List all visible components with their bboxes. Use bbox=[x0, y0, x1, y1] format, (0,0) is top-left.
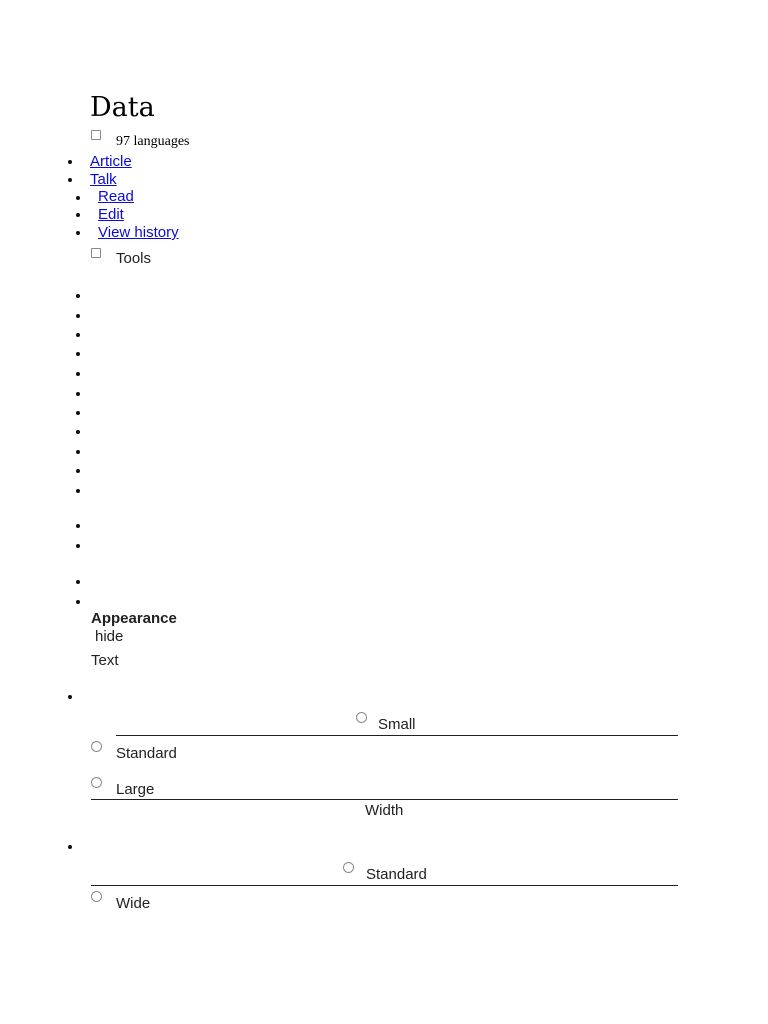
list-item-bullet-icon bbox=[76, 411, 80, 415]
tools-label[interactable]: Tools bbox=[116, 250, 152, 267]
list-item-bullet-icon bbox=[76, 544, 80, 548]
languages-checkbox[interactable] bbox=[91, 130, 101, 140]
bullet-icon bbox=[76, 213, 80, 217]
bullet-icon bbox=[76, 231, 80, 235]
tab-view-history[interactable]: View history bbox=[98, 224, 179, 241]
tab-edit[interactable]: Edit bbox=[98, 206, 124, 223]
width-wide-radio[interactable] bbox=[91, 891, 102, 902]
divider bbox=[116, 735, 678, 736]
tab-article[interactable]: Article bbox=[90, 153, 132, 170]
bullet-icon bbox=[68, 695, 72, 699]
list-item-bullet-icon bbox=[76, 489, 80, 493]
text-size-standard-label[interactable]: Standard bbox=[116, 745, 177, 762]
divider bbox=[91, 885, 678, 886]
list-item-bullet-icon bbox=[76, 469, 80, 473]
appearance-hide-button[interactable]: hide bbox=[95, 628, 124, 645]
list-item-bullet-icon bbox=[76, 580, 80, 584]
tools-checkbox[interactable] bbox=[91, 248, 101, 258]
bullet-icon bbox=[76, 196, 80, 200]
bullet-icon bbox=[68, 178, 72, 182]
bullet-icon bbox=[68, 160, 72, 164]
bullet-icon bbox=[68, 845, 72, 849]
languages-label[interactable]: 97 languages bbox=[116, 134, 190, 149]
list-item-bullet-icon bbox=[76, 524, 80, 528]
tab-talk[interactable]: Talk bbox=[90, 171, 117, 188]
list-item-bullet-icon bbox=[76, 392, 80, 396]
width-wide-label[interactable]: Wide bbox=[116, 895, 151, 912]
list-item-bullet-icon bbox=[76, 600, 80, 604]
text-size-large-radio[interactable] bbox=[91, 777, 102, 788]
divider bbox=[91, 799, 678, 800]
width-standard-radio[interactable] bbox=[343, 862, 354, 873]
list-item-bullet-icon bbox=[76, 430, 80, 434]
list-item-bullet-icon bbox=[76, 294, 80, 298]
list-item-bullet-icon bbox=[76, 372, 80, 376]
page-title: Data bbox=[90, 92, 155, 123]
list-item-bullet-icon bbox=[76, 450, 80, 454]
list-item-bullet-icon bbox=[76, 333, 80, 337]
text-size-label: Text bbox=[91, 652, 119, 669]
appearance-heading: Appearance bbox=[91, 610, 177, 627]
width-label: Width bbox=[365, 802, 404, 819]
list-item-bullet-icon bbox=[76, 352, 80, 356]
tab-read[interactable]: Read bbox=[98, 188, 134, 205]
text-size-large-label[interactable]: Large bbox=[116, 781, 155, 798]
list-item-bullet-icon bbox=[76, 314, 80, 318]
text-size-standard-radio[interactable] bbox=[91, 741, 102, 752]
text-size-small-radio[interactable] bbox=[356, 712, 367, 723]
text-size-small-label[interactable]: Small bbox=[378, 716, 416, 733]
width-standard-label[interactable]: Standard bbox=[366, 866, 427, 883]
